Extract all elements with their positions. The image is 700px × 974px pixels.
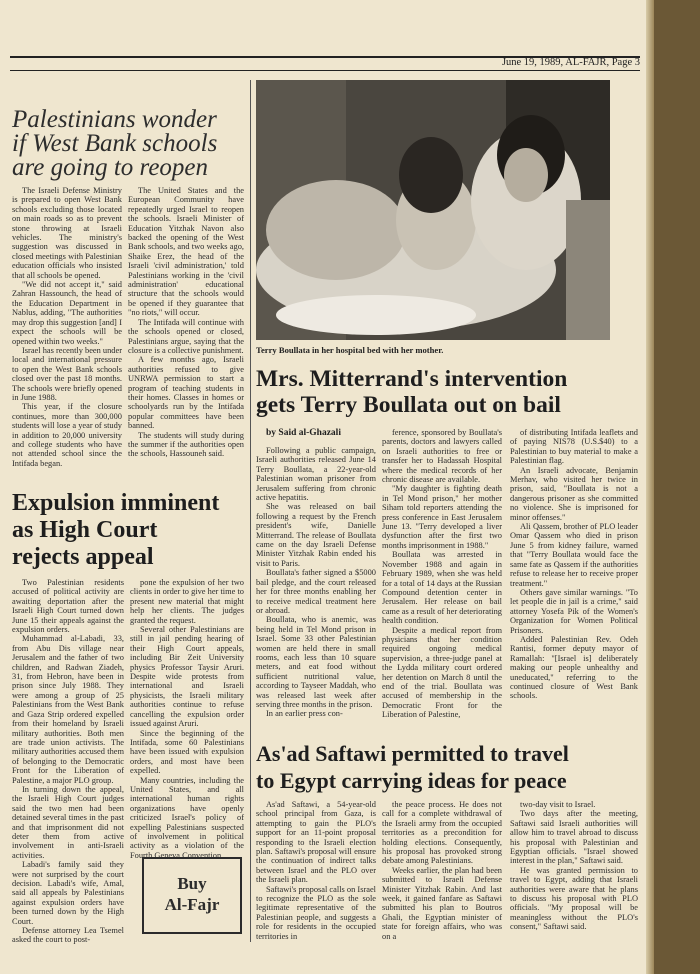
- schools-col2: [128, 186, 244, 480]
- paragraph: Saftawi's proposal calls on Israel to recognize the PLO as the sole legitimate representative of the Palestinian people, and suggests a role for residents in the occupied territories in: [256, 884, 376, 941]
- paragraph: The Israeli Defense Ministry is prepared to open West Bank schools excluding those located on main roads so as to prevent stone throwing at Israeli vehicles. The ministry's suggestion was discussed in closed meetings with Palestinian education officials who insisted that all schools be opened.: [12, 186, 122, 280]
- saftawi-headline: [256, 740, 646, 794]
- paragraph: A few months ago, Israeli authorities refused to give UNRWA permission to start a program of teaching students in their homes. Classes in homes or schoolyards run by the Intifada popular committees have been banned.: [128, 355, 244, 431]
- boullata-headline-line: Mrs. Mitterrand's intervention: [256, 366, 568, 392]
- box-line: Buy: [177, 874, 207, 893]
- paragraph: "We did not accept it," said Zahran Hassounch, the head of the Education Department in Nablus, adding, "The authorities may drop this suggestion [and] I expect the schools will be opened within two weeks.": [12, 280, 122, 346]
- expulsion-col2: [130, 578, 244, 860]
- expulsion-col1: [12, 578, 124, 945]
- boullata-col3: [510, 428, 638, 732]
- paragraph: Two days after the meeting, Saftawi said Israeli authorities will allow him to travel abroad to discuss his proposal with Palestinian and Egyptian officials. "Israel showed interest in the plan," Saftawi said.: [510, 809, 638, 866]
- paragraph: The Intifada will continue with the schools opened or closed, Palestinians argue, saying that the closure is a collective punishment.: [128, 317, 244, 355]
- photo-caption: Terry Boullata in her hospital bed with her mother.: [256, 345, 444, 355]
- paragraph: Boullata, who is anemic, was being held in Tel Mond prison in Israel. Some 33 other Palestinian women are held there in small rooms, each less than 10 square meters, and eat food without sufficient nutritional value, according to Tayseer Maddah, who was released last week after serving three months in the prison.: [256, 615, 376, 709]
- schools-headline: [12, 108, 248, 180]
- paragraph: Ali Qassem, brother of PLO leader Omar Qassem who died in prison June 5 from kidney failure, warned that "Terry Boullata would face the same fate as Qassem if the authorities refuse to release her to receive proper treatment.": [510, 522, 638, 588]
- paragraph: Since the beginning of the Intifada, some 60 Palestinians have been issued with expulsion orders, and most have been expelled.: [130, 728, 244, 776]
- paragraph: The United States and the European Community have repeatedly urged Israel to reopen the schools. Israeli Minister of Education Yitzhak Navon also backed the opening of the West Bank schools, and two weeks ago, Shaike Erez, the head of the Israeli 'civil administration,' told Palestinians working in the 'civil administration' educational structure that the schools would be opened if they guarantee that "no riots," will occur.: [128, 186, 244, 318]
- paragraph: Weeks earlier, the plan had been submitted to Israeli Defense Minister Yitzhak Rabin. And last week, it gained fanfare as Saftawi submitted his plan to Boutros Ghali, the Egyptian minister of state for foreign affairs, who was on a: [382, 865, 502, 941]
- boullata-col1: [256, 446, 376, 732]
- paragraph: ference, sponsored by Boullata's parents, doctors and lawyers called on Israeli authorities to free or transfer her to Hadassah Hospital where the medical records of her chronic disease are available.: [382, 428, 502, 485]
- paragraph: pone the expulsion of her two clients in order to give her time to present new material that might help her clients. The judges granted the request.: [130, 578, 244, 625]
- saftawi-headline-line: to Egypt carrying ideas for peace: [256, 768, 567, 793]
- binding-edge: [654, 0, 700, 974]
- paragraph: Others gave similar warnings. "To let people die in jail is a crime," said attorney Yosefa Pik of the Women's Organization for Women Political Prisoners.: [510, 587, 638, 635]
- paragraph: Following a public campaign, Israeli authorities released June 14 Terry Boullata, a 22-year-old Palestinian woman prisoner from Jerusalem suffering from chronic active hepatitis.: [256, 446, 376, 503]
- page-folio: June 19, 1989, AL-FAJR, Page 3: [501, 57, 640, 68]
- paragraph: Boullata was arrested in November 1988 and again in February 1989, when she was held for a total of 14 days at the Russian Compound detention center in Jerusalem. Her release on bail came as a result of her deteriorating health condition.: [382, 550, 502, 626]
- header-rule-lower: [10, 70, 640, 71]
- saftawi-col3: [510, 800, 638, 942]
- schools-headline-line: if West Bank schools: [12, 130, 218, 157]
- column-rule: [250, 80, 251, 942]
- paragraph: Despite a medical report from physicians that her condition required ongoing medical supervision, a three-judge panel at the Lydda military court ordered her detention on March 8 until the end of the trial. Boullata was accused of membership in the Democratic Front for the Liberation of Palestine,: [382, 625, 502, 720]
- paragraph: He was granted permission to travel to Egypt, adding that Israeli authorities were aware that he plans to discuss his proposal with PLO officials. "My proposal will be meaningless without the PLO's consent," Saftawi said.: [510, 865, 638, 932]
- paragraph: This year, if the closure continues, more than 300,000 students will lose a year of study in addition to 20,000 university and college students who have not attended school since the Intifada began.: [12, 402, 122, 468]
- schools-col1: [12, 186, 122, 480]
- paragraph: In turning down the appeal, the Israeli High Court judges said the two men had been detained several times in the past and that imprisonment did not deter them from active involvement in anti-Israeli activities.: [12, 784, 124, 860]
- page-fold: [646, 0, 654, 974]
- paragraph: of distributing Intifada leaflets and of paying NIS78 (U.S.$40) to a Palestinian to buy material to make a Palestinian flag.: [510, 428, 638, 466]
- paragraph: In an earlier press con-: [266, 709, 343, 719]
- paragraph: Many countries, including the United States, and all international human rights organizations have openly criticized Israel's policy of expelling Palestinians suspected of involvement in political activity as a violation of the Fourth Geneva Convention.: [130, 775, 244, 860]
- photo-image: [256, 80, 610, 340]
- paragraph: She was released on bail following a request by the French president's wife, Danielle Mitterrand. The release of Boullata came on the day Israeli Defense Minister Yitzhak Rabin ended his visit to Paris.: [256, 502, 376, 568]
- paragraph: Defense attorney Lea Tsemel asked the court to post-: [12, 926, 124, 945]
- saftawi-col2: [382, 800, 502, 942]
- paragraph: two-day visit to Israel.: [520, 800, 596, 809]
- paragraph: Boullata's father signed a $5000 bail pledge, and the court released her for three months enabling her to receive medical treatment here or abroad.: [256, 568, 376, 615]
- schools-headline-line: are going to reopen: [12, 154, 209, 181]
- expulsion-headline: [12, 490, 248, 571]
- expulsion-headline-line: rejects appeal: [12, 544, 154, 570]
- paragraph: Added Palestinian Rev. Odeh Rantisi, former deputy mayor of Ramallah: "[Israel is] deliberately making our people unhealthy and uneducated," referring to the continued closure of West Bank schools.: [510, 634, 638, 701]
- expulsion-headline-line: as High Court: [12, 517, 158, 543]
- paragraph: As'ad Saftawi, a 54-year-old school principal from Gaza, is attempting to gain the PLO's support for an 11-point proposal responding to the Israeli election plan. Saftawi's proposal will ensure the continuation of indirect talks between Israel and the PLO over the Israeli plan.: [256, 800, 376, 885]
- buy-al-fajr-box: [142, 857, 242, 934]
- paragraph: Muhammad al-Labadi, 33, from Abu Dis village near Jerusalem and the father of two children, and Radwan Ziadeh, 31, from Hebron, have been in prison since July 1988. They were among a group of 25 Palestinians from the West Bank and Gaza Strip ordered expelled from their homeland by Israeli military authorities. Both men are trade union activists. The military authorities accused them of belonging to the Democratic Front for the Liberation of Palestine, a major PLO group.: [12, 634, 124, 785]
- paragraph: Two Palestinian residents accused of political activity are awaiting deportation after the Israeli High Court turned down June 15 their appeals against the expulsion orders.: [12, 578, 124, 635]
- box-line: Al-Fajr: [164, 895, 220, 914]
- boullata-headline: [256, 366, 646, 418]
- paragraph: The students will study during the summer if the authorities open the schools, Hassouneh said.: [128, 430, 244, 459]
- paragraph: the peace process. He does not call for a complete withdrawal of the Israeli army from the occupied territories as a precondition for holding elections. Consequently, his proposal has provoked strong debate among Palestinians.: [382, 800, 502, 866]
- saftawi-col1: [256, 800, 376, 942]
- paragraph: An Israeli advocate, Benjamin Merhav, who visited her twice in prison, said, "Boullata is not a dangerous prisoner as she committed no violence. She is imprisoned for minor offenses.": [510, 465, 638, 522]
- byline: by Said al-Ghazali: [266, 428, 341, 438]
- boullata-col2: [382, 428, 502, 732]
- paragraph: Several other Palestinians are still in jail pending hearing of their High Court appeals, including Bir Zeit University physics Professor Taysir Aruri. Despite wide protests from international and Israeli physicists, the Israeli military authorities continue to refuse cancelling the expulsion order issued against Aruri.: [130, 625, 244, 729]
- expulsion-headline-line: Expulsion imminent: [12, 490, 220, 516]
- hospital-photo: [256, 80, 610, 340]
- paragraph: Labadi's family said they were not surprised by the court decision. Labadi's wife, Amal, said all appeals by Palestinians against expulsion orders have been turned down by the High Court.: [12, 860, 124, 926]
- schools-headline-line: Palestinians wonder: [12, 106, 217, 133]
- paragraph: Israel has recently been under local and international pressure to open the West Bank schools closed over the past 18 months. The schools were briefly opened in June 1988.: [12, 345, 122, 402]
- saftawi-headline-line: As'ad Saftawi permitted to travel: [256, 741, 569, 766]
- paragraph: "My daughter is fighting death in Tel Mond prison," her mother Siham told reporters attending the press conference in East Jerusalem June 13. "Terry developed a liver dysfunction after the first two months imprisonment in 1988.": [382, 484, 502, 550]
- boullata-headline-line: gets Terry Boullata out on bail: [256, 392, 561, 418]
